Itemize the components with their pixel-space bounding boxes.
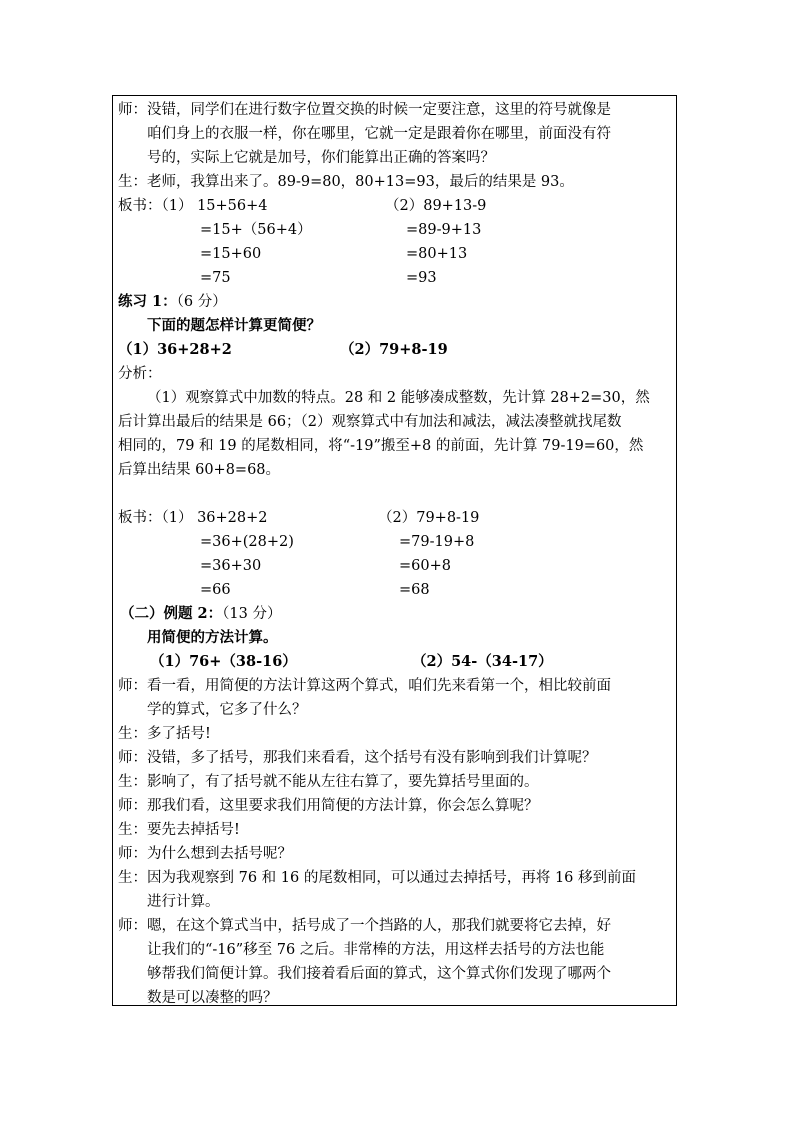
board-step: =75 — [200, 270, 231, 286]
example-question: 用简便的方法计算。 — [147, 629, 278, 646]
dialogue-line: 号的，实际上它就是加号，你们能算出正确的答案吗？ — [147, 150, 495, 166]
board-step: =80+13 — [406, 246, 468, 262]
board-step: 板书：（1） 36+28+2 — [118, 510, 268, 526]
exercise-problem: （1）36+28+2 — [118, 341, 232, 358]
exercise-question: 下面的题怎样计算更简便？ — [147, 317, 321, 334]
dialogue-line: 进行计算。 — [147, 894, 220, 910]
example-score: （13 分） — [222, 606, 282, 622]
dialogue-line: 咱们身上的衣服一样，你在哪里，它就一定是跟着你在哪里，前面没有符 — [147, 126, 611, 142]
dialogue-line: 生：老师，我算出来了。89-9=80，80+13=93，最后的结果是 93。 — [118, 174, 574, 190]
analysis-label: 分析： — [118, 366, 162, 382]
analysis-line: 相同的，79 和 19 的尾数相同，将“-19”搬至+8 的前面，先计算 79-19=60，然 — [118, 438, 644, 454]
dialogue-line: 学的算式，它多了什么？ — [147, 702, 307, 718]
example-problem: （2）54-（34-17） — [412, 653, 553, 670]
board-step: =15+60 — [200, 246, 262, 262]
dialogue-line: 生：多了括号! — [118, 726, 211, 742]
exercise-heading — [118, 290, 227, 314]
dialogue-line: 生：要先去掉括号! — [118, 822, 240, 838]
dialogue-line: 师：嗯，在这个算式当中，括号成了一个挡路的人，那我们就要将它去掉，好 — [118, 918, 611, 934]
board-step: =15+（56+4） — [200, 222, 312, 238]
board-step: =60+8 — [399, 558, 451, 574]
dialogue-line: 数是可以凑整的吗？ — [147, 990, 278, 1006]
analysis-line: 后计算出最后的结果是 66；（2）观察算式中有加法和减法，减法凑整就找尾数 — [118, 414, 622, 430]
board-step: =68 — [399, 582, 430, 598]
dialogue-line: 师：那我们看，这里要求我们用简便的方法计算，你会怎么算呢？ — [118, 798, 539, 814]
board-step: =89-9+13 — [406, 222, 482, 238]
dialogue-line: 生：因为我观察到 76 和 16 的尾数相同，可以通过去掉括号，再将 16 移到前面 — [118, 870, 637, 886]
board-step: =36+30 — [200, 558, 262, 574]
dialogue-line: 师：看一看，用简便的方法计算这两个算式，咱们先来看第一个，相比较前面 — [118, 678, 611, 694]
board-step: （2）79+8-19 — [378, 510, 480, 526]
board-step: 板书：（1） 15+56+4 — [118, 198, 268, 214]
board-step: =79-19+8 — [399, 534, 475, 550]
dialogue-line: 师：没错，多了括号，那我们来看看，这个括号有没有影响到我们计算呢？ — [118, 750, 597, 766]
example-problem: （1）76+（38-16） — [150, 653, 297, 670]
board-step: =36+(28+2) — [200, 534, 294, 550]
exercise-title: 练习 1： — [118, 293, 177, 310]
dialogue-line: 师：为什么想到去括号呢？ — [118, 846, 292, 862]
exercise-score: （6 分） — [176, 294, 227, 310]
dialogue-line: 让我们的“-16”移至 76 之后。非常棒的方法，用这样去括号的方法也能 — [147, 942, 605, 958]
board-step: （2）89+13-9 — [385, 198, 487, 214]
example-heading — [120, 602, 281, 626]
dialogue-line: 师：没错，同学们在进行数字位置交换的时候一定要注意，这里的符号就像是 — [118, 102, 611, 118]
example-title: （二）例题 2： — [120, 605, 223, 622]
exercise-problem: （2）79+8-19 — [340, 341, 448, 358]
board-step: =66 — [200, 582, 231, 598]
dialogue-line: 生：影响了，有了括号就不能从左往右算了，要先算括号里面的。 — [118, 774, 539, 790]
analysis-line: 后算出结果 60+8=68。 — [118, 462, 281, 478]
board-step: =93 — [406, 270, 437, 286]
analysis-line: （1）观察算式中加数的特点。28 和 2 能够凑成整数，先计算 28+2=30，然 — [147, 390, 650, 406]
dialogue-line: 够帮我们简便计算。我们接着看后面的算式，这个算式你们发现了哪两个 — [147, 966, 611, 982]
